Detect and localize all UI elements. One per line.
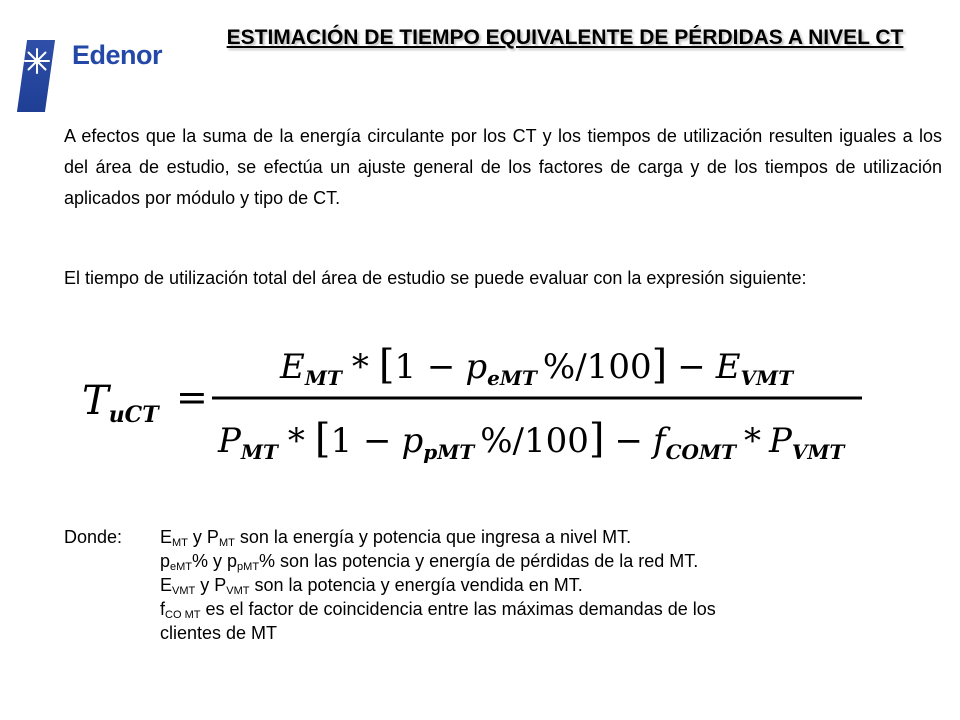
den-p-sub: pMT [423, 440, 475, 464]
formula [80, 330, 870, 470]
edenor-logo [16, 28, 176, 114]
num-term1-sub: MT [304, 366, 342, 390]
num-term2-base: E [715, 347, 741, 387]
formula-lhs-sub: uCT [108, 402, 159, 428]
den-rbracket: ] [588, 416, 605, 462]
num-rbracket: ] [651, 342, 668, 388]
den-minus: − [614, 421, 644, 461]
num-one-minus: 1 − [394, 347, 456, 387]
num-term2-sub: VMT [740, 366, 794, 390]
den-times: * [287, 421, 305, 461]
den-lbracket: [ [314, 416, 331, 462]
definition-item: $p_{eMT}\%$ y $p_{pMT}\%$ son las potencia y energía de pérdidas de la red MT. [160, 551, 699, 573]
definition-item: clientes de MT [160, 623, 278, 643]
num-lbracket: [ [378, 342, 395, 388]
definition-item: $E_{VMT}$ y $P_{VMT}$ son la potencia y energía vendida en MT. [160, 575, 583, 597]
den-one-minus: 1 − [330, 421, 392, 461]
den-term2-sub: VMT [791, 440, 845, 464]
star-icon [22, 46, 52, 76]
svg-text:TuCT [82, 378, 160, 428]
definition-item: $f_{CO MT}$ es el factor de coincidencia entre las máximas demandas de los [160, 599, 716, 621]
paragraph-intro: A efectos que la suma de la energía circulante por los CT y los tiempos de utilización resulten iguales a los del área de estudio, se efectúa un ajuste general de los factores de carga y de los tiempos de utilización aplicados por módulo y tipo de CT. [64, 126, 942, 208]
num-minus: − [677, 347, 706, 387]
definitions-list [160, 525, 942, 645]
den-pct-div: %/100 [480, 421, 589, 461]
formula-lhs-base: T [82, 378, 109, 424]
den-f-base: f [653, 421, 666, 461]
definition-item: $E_{MT}$ y $P_{MT}$ son la energía y potencia que ingresa a nivel MT. [160, 527, 632, 549]
den-term2-base: P [769, 421, 792, 461]
den-times2: * [744, 421, 761, 461]
num-pct-div: %/100 [542, 347, 652, 387]
num-times: * [351, 347, 369, 387]
svg-text:EMT*[1 −peMT%/100]−EVMT [279, 342, 795, 390]
num-term1-base: E [280, 347, 305, 387]
paragraph-expression: El tiempo de utilización total del área de estudio se puede evaluar con la expresión siguiente: [64, 268, 807, 288]
page-title: ESTIMACIÓN DE TIEMPO EQUIVALENTE DE PÉRDIDAS A NIVEL CT [226, 26, 904, 49]
den-f-sub: COMT [665, 440, 736, 464]
logo-brand: Edenor [72, 40, 163, 70]
svg-text:PMT*[1 −ppMT%/100]−fCOMT*PVMT [217, 416, 847, 464]
den-term1-sub: MT [240, 440, 278, 464]
num-p-base: p [465, 347, 488, 387]
den-p-base: p [401, 421, 424, 461]
den-term1-base: P [218, 421, 241, 461]
num-p-sub: eMT [487, 366, 537, 390]
formula-equals: = [176, 375, 208, 419]
where-label: Donde: [64, 527, 123, 547]
